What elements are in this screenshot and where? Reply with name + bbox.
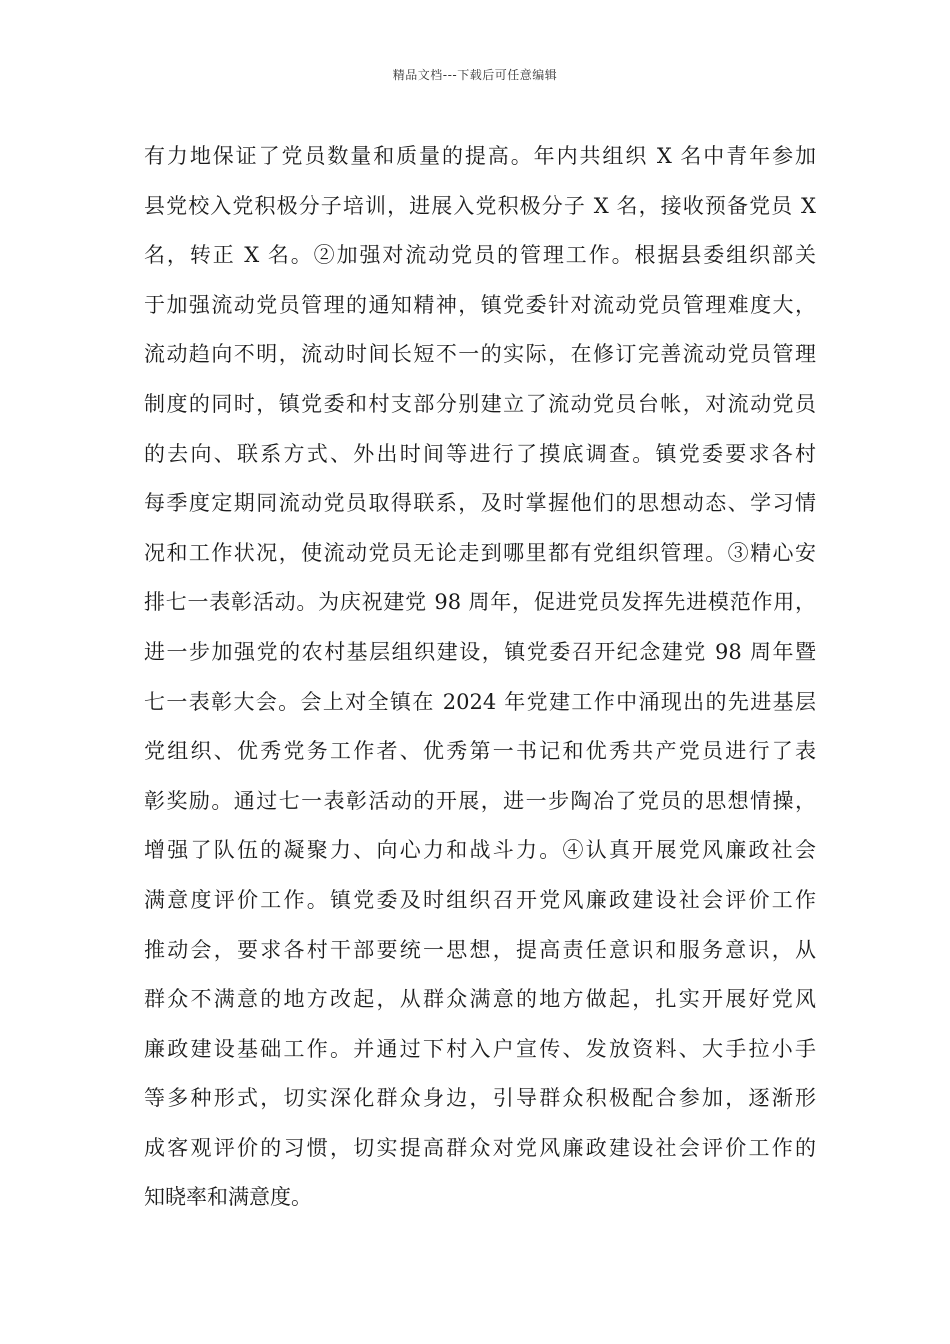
- text-line: 推动会，要求各村干部要统一思想，提高责任意识和服务意识，从: [144, 937, 816, 962]
- text-line: 县党校入党积极分子培训，进展入党积极分子 X 名，接收预备党员 X: [144, 193, 816, 218]
- text-line: 七一表彰大会。会上对全镇在 2024 年党建工作中涌现出的先进基层: [144, 689, 816, 714]
- text-line: 等多种形式，切实深化群众身边，引导群众积极配合参加，逐渐形: [144, 1086, 816, 1111]
- text-line: 于加强流动党员管理的通知精神，镇党委针对流动党员管理难度大，: [144, 292, 816, 317]
- text-line: 满意度评价工作。镇党委及时组织召开党风廉政建设社会评价工作: [144, 887, 816, 912]
- text-line: 增强了队伍的凝聚力、向心力和战斗力。④认真开展党风廉政社会: [144, 838, 816, 863]
- text-line: 知晓率和满意度。: [144, 1185, 312, 1210]
- text-line: 名，转正 X 名。②加强对流动党员的管理工作。根据县委组织部关: [144, 243, 816, 268]
- text-line: 彰奖励。通过七一表彰活动的开展，进一步陶冶了党员的思想情操，: [144, 788, 816, 813]
- text-line: 群众不满意的地方改起，从群众满意的地方做起，扎实开展好党风: [144, 987, 816, 1012]
- text-line: 每季度定期同流动党员取得联系，及时掌握他们的思想动态、学习情: [144, 491, 816, 516]
- text-line: 成客观评价的习惯，切实提高群众对党风廉政建设社会评价工作的: [144, 1135, 816, 1160]
- text-line: 廉政建设基础工作。并通过下村入户宣传、发放资料、大手拉小手: [144, 1036, 816, 1061]
- text-line: 有力地保证了党员数量和质量的提高。年内共组织 X 名中青年参加: [144, 144, 816, 168]
- text-line: 况和工作状况，使流动党员无论走到哪里都有党组织管理。③精心安: [144, 540, 816, 565]
- text-line: 的去向、联系方式、外出时间等进行了摸底调查。镇党委要求各村: [144, 441, 816, 466]
- text-line: 制度的同时，镇党委和村支部分别建立了流动党员台帐，对流动党员: [144, 391, 816, 416]
- body-paragraph: [144, 132, 816, 1223]
- text-line: 排七一表彰活动。为庆祝建党 98 周年，促进党员发挥先进模范作用，: [144, 590, 816, 615]
- text-line: 党组织、优秀党务工作者、优秀第一书记和优秀共产党员进行了表: [144, 739, 816, 764]
- text-line: 进一步加强党的农村基层组织建设，镇党委召开纪念建党 98 周年暨: [144, 639, 816, 664]
- text-line: 流动趋向不明，流动时间长短不一的实际，在修订完善流动党员管理: [144, 342, 816, 367]
- page-header: 精品文档---下载后可任意编辑: [392, 68, 558, 82]
